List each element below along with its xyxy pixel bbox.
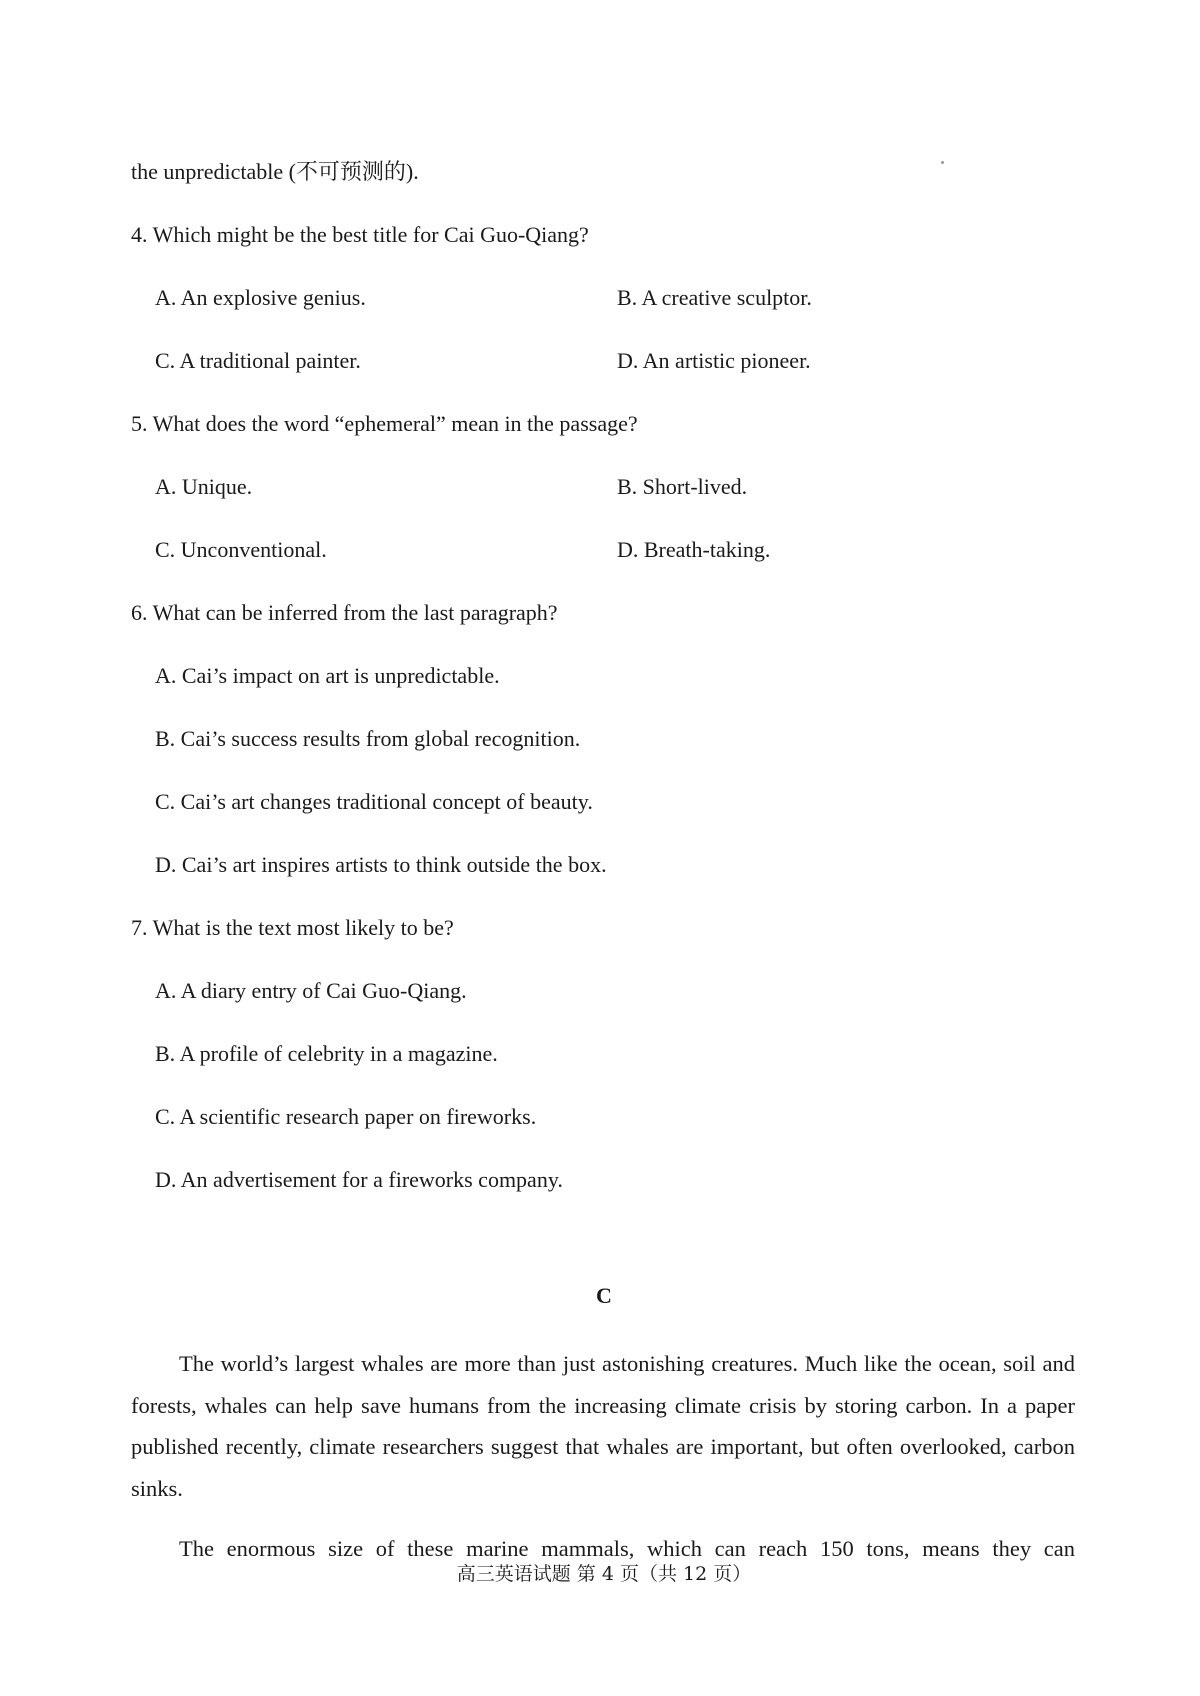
question-5-stem: 5. What does the word “ephemeral” mean in the passage? [131,411,638,436]
question-7-option-c: C. A scientific research paper on fireworks. [155,1104,537,1129]
question-4-option-a: A. An explosive genius. [155,285,366,310]
question-6-option-d: D. Cai’s art inspires artists to think outside the box. [155,852,607,877]
question-4-option-d: D. An artistic pioneer. [617,348,811,373]
question-5-option-d: D. Breath-taking. [617,537,771,562]
question-7-option-d: D. An advertisement for a fireworks company. [155,1167,563,1192]
question-6-option-a: A. Cai’s impact on art is unpredictable. [155,663,500,688]
question-4-stem: 4. Which might be the best title for Cai Guo-Qiang? [131,222,589,247]
question-4-option-b: B. A creative sculptor. [617,285,812,310]
page-footer: 高三英语试题 第 4 页（共 12 页） [456,1563,752,1585]
question-5-option-b: B. Short-lived. [617,474,748,499]
passage-continuation: the unpredictable (不可预测的). [131,159,419,184]
question-7-option-b: B. A profile of celebrity in a magazine. [155,1041,498,1066]
question-7-stem: 7. What is the text most likely to be? [131,915,454,940]
section-heading: C [596,1283,612,1308]
question-4-option-c: C. A traditional painter. [155,348,361,373]
scan-speck [941,161,944,164]
question-6-option-c: C. Cai’s art changes traditional concept of beauty. [155,789,593,814]
passage-paragraph-2-text: The enormous size of these marine mammals, which can reach 150 tons, means they can [179,1536,1075,1561]
question-6-stem: 6. What can be inferred from the last paragraph? [131,600,558,625]
question-6-option-b: B. Cai’s success results from global recognition. [155,726,581,751]
question-5-option-a: A. Unique. [155,474,253,499]
passage-paragraph-1-text: The world’s largest whales are more than just astonishing creatures. Much like the ocean, soil and forests, whales can help save humans from the increasing climate crisis by storing carbon. In a paper published recently, climate researchers suggest that whales are important, but often overlooked, carbon sinks. [131,1351,1075,1501]
question-7-option-a: A. A diary entry of Cai Guo-Qiang. [155,978,467,1003]
question-5-option-c: C. Unconventional. [155,537,327,562]
passage-paragraph-1 [131,1343,1075,1509]
